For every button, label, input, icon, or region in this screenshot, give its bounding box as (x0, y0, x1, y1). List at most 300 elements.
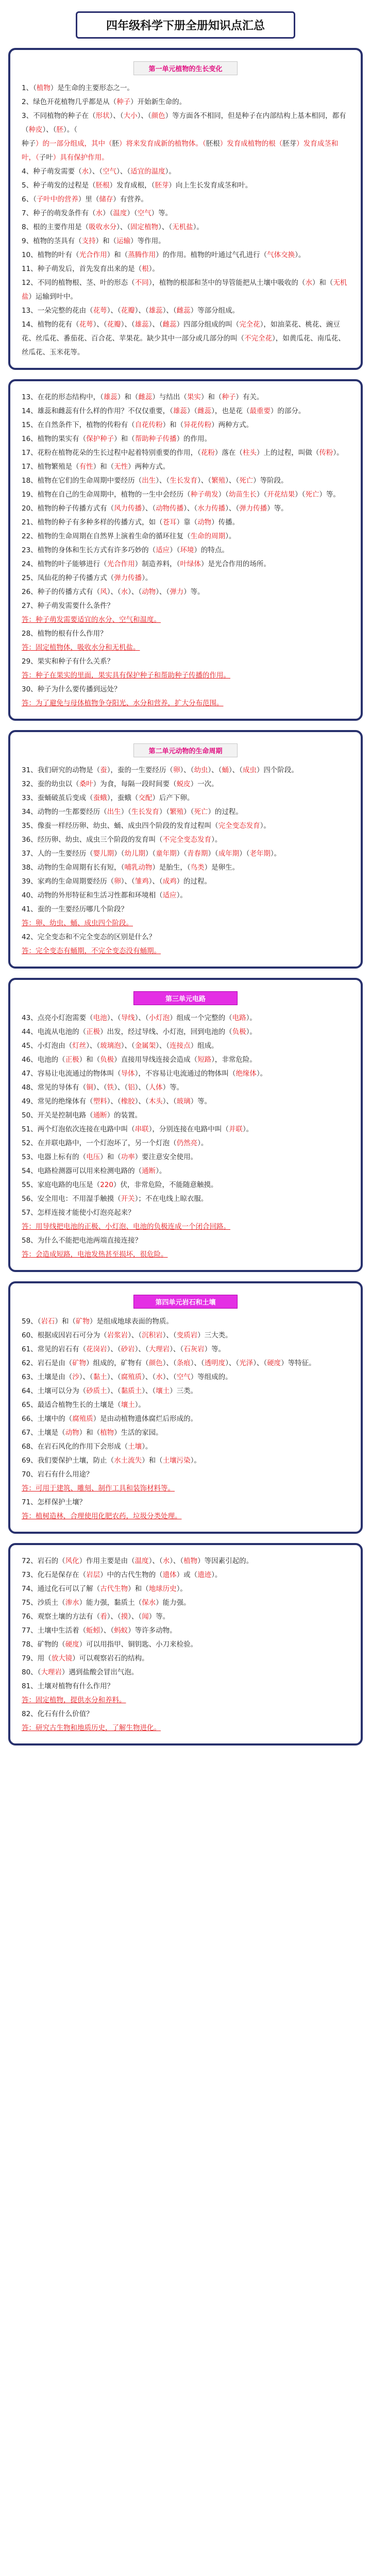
item-text: ）直接用导线连接会造成（ (114, 1056, 198, 1064)
item-text: 土壤中生活着（ (37, 1626, 87, 1635)
item-text: ）（ (176, 850, 187, 858)
item-text: 矿物的（ (37, 1640, 65, 1649)
answer-text: 蛹 (222, 766, 229, 774)
item-number: 76、 (22, 1613, 38, 1621)
item-number: 4、 (22, 167, 33, 176)
answer-text: 摸 (121, 1613, 128, 1621)
item-text: 在并联电路中，一个灯泡坏了，另一个灯泡（ (37, 1139, 177, 1147)
item-text: ）中的古代生物的（ (100, 1571, 163, 1579)
answer-text: 成年期 (218, 850, 240, 858)
answer-text: 无机盐 (22, 279, 347, 301)
item-number: 61、 (22, 1345, 38, 1353)
answer-text: 石灰岩 (183, 1345, 205, 1353)
item-number: 55、 (22, 1181, 38, 1189)
knowledge-card (8, 978, 363, 1272)
item-number: 14、 (22, 407, 38, 415)
item-text: ）、（ (93, 1083, 107, 1092)
item-text: ）、（ (134, 1083, 149, 1092)
knowledge-item (22, 585, 349, 599)
answer-text: 功率 (121, 1153, 135, 1161)
answer-text: 种子 (222, 393, 236, 401)
answer-text: 雌蕊 (176, 307, 191, 315)
item-text: ）组成一个完整的（ (170, 1014, 232, 1022)
knowledge-card (8, 730, 363, 969)
answer-text: 叶绿体 (180, 560, 201, 568)
item-text: ）三大类。 (197, 1331, 232, 1340)
answer-text: 死亡 (239, 477, 254, 485)
item-text: 种子的传播方式有（ (37, 588, 100, 596)
answer-line: 答：会造成短路，电池发热甚至损坏，很危险。 (22, 1250, 168, 1259)
item-text: ）等方面各不相同，但是种子在内部结构上基本相同，都有（ (22, 112, 346, 134)
item-text: 岩石是由（ (37, 1359, 73, 1367)
answer-text: 蚕蛾 (93, 794, 107, 802)
answer-text: 完全花 (239, 320, 260, 329)
item-text: ）（ (145, 850, 156, 858)
item-number: 25、 (22, 574, 38, 582)
item-text: ）落在（ (214, 449, 243, 457)
answer-text: 吸收水分 (89, 223, 117, 231)
item-text: ）运输到叶中。 (28, 293, 77, 301)
item-text: ）（ (121, 808, 131, 816)
item-text: ）和（ (128, 1585, 149, 1593)
item-text: ）、（ (162, 1359, 177, 1367)
answer-text: 连接点 (170, 1042, 191, 1050)
item-text: ），不容易让电流通过的物体叫（ (134, 1070, 236, 1078)
answer-text: 放大镜 (51, 1654, 73, 1663)
item-text: ）组成。 (190, 1042, 218, 1050)
knowledge-item (22, 777, 349, 791)
item-text: 电路检测器可以用来检测电路的（ (37, 1167, 142, 1175)
answer-text: 蚕 (100, 766, 107, 774)
item-text: ）、（ (128, 1613, 142, 1621)
item-text: ）、（ (114, 1083, 128, 1092)
item-text: 电流从电池的（ (37, 1028, 87, 1036)
item-text: （ (33, 195, 37, 204)
item-text: ）、（ (142, 1387, 156, 1395)
item-number: 14、 (22, 320, 38, 329)
answer-text: 颜色 (148, 1359, 163, 1367)
item-text: ）、（ (158, 223, 173, 231)
knowledge-card (8, 379, 363, 721)
answer-text: 开关 (121, 1195, 135, 1203)
answer-text: 水 (162, 1557, 170, 1565)
knowledge-item (22, 1454, 349, 1468)
answer-text: 适应 (162, 891, 177, 900)
answer-text: 水土流失 (114, 1456, 142, 1465)
knowledge-item (22, 544, 349, 557)
knowledge-item (22, 847, 349, 861)
answer-text: 雄蕊 (134, 320, 149, 329)
answer-text: 通断 (93, 1111, 107, 1120)
item-number: 17、 (22, 463, 38, 471)
item-text: ）、（ (190, 1359, 205, 1367)
answer-text: 胚根 (95, 181, 110, 190)
item-number: 9、 (22, 237, 33, 245)
knowledge-item (22, 1192, 349, 1206)
item-text: ）等因素引起的。 (197, 1557, 254, 1565)
answer-text: 闻 (142, 1613, 149, 1621)
knowledge-item (22, 404, 349, 418)
answer-text: 空气 (176, 1373, 191, 1381)
item-text: ）。 (134, 1401, 145, 1409)
item-text: ）伏，非常危险，不能随意触摸。 (113, 1181, 218, 1189)
item-number: 32、 (22, 780, 38, 788)
item-text: 植物的生命周期在自然界上演着生命的循环往复（ (37, 532, 191, 540)
knowledge-item (22, 805, 349, 819)
answer-text: 死亡 (194, 808, 208, 816)
answer-text: 生命的周期 (190, 532, 226, 540)
answer-text: 哺乳动物 (124, 863, 153, 872)
item-text: ）、（ (162, 1331, 177, 1340)
answer-text: 风化 (65, 1557, 79, 1565)
item-text: ）是组成地球表面的物质。 (89, 1317, 173, 1326)
answer-text: 有性 (79, 463, 93, 471)
item-text: ）。 (246, 1028, 257, 1036)
item-text: 种子的萌发条件有（ (33, 209, 96, 217)
answer-text: 异花传粉 (183, 421, 212, 429)
item-text: ）、（ (86, 1042, 100, 1050)
answer-text: 电路 (232, 1014, 246, 1022)
answer-text: 最重要 (249, 407, 271, 415)
item-text: ）可以用指甲、铜钥匙、小刀来检验。 (79, 1640, 198, 1649)
answer-text: 植物 (36, 84, 50, 92)
item-text: 土壤可以分为（ (37, 1387, 87, 1395)
item-text: ）的特点。 (194, 546, 229, 554)
item-text: ）为食，每隔一段时间要（ (93, 780, 177, 788)
answer-text: 传粉 (319, 449, 333, 457)
item-text: ）。 (260, 822, 271, 830)
answer-text: 胚芽 (155, 181, 169, 190)
answer-text: 雌蕊 (138, 393, 153, 401)
item-text: ）、（ (107, 1613, 121, 1621)
item-text: ）向上生长发育成茎和叶。 (168, 181, 252, 190)
item-text: 种子萌发后，首先发育出来的是（ (37, 265, 142, 273)
knowledge-item (22, 1357, 349, 1370)
answer-text: 不同 (134, 279, 149, 287)
item-text: 电池的（ (37, 1056, 65, 1064)
knowledge-item (22, 1440, 349, 1454)
item-text: 植物的叶子能够进行（ (37, 560, 107, 568)
item-number: 66、 (22, 1415, 38, 1423)
knowledge-item (22, 318, 349, 360)
item-text: 容易让电流通过的物体叫（ (37, 1070, 121, 1078)
item-text: ）能力强，黏质土（ (79, 1599, 142, 1607)
answer-text: 金属架 (134, 1042, 156, 1050)
item-text: ），如油菜花、桃花、豌豆花、丝瓜花、番茄花、百合花、苹果花。缺少其中一部分或几部分的叫（ (22, 320, 340, 343)
question: 28、植物的根有什么作用？ (22, 630, 107, 638)
item-text: ）、（ (156, 1042, 170, 1050)
item-text: ）传播。 (211, 518, 240, 527)
item-text: ）的过程。 (208, 808, 243, 816)
answer-text: 植物 (183, 1557, 198, 1565)
answer-text: 空气 (137, 209, 151, 217)
item-text: ）、（ (183, 504, 198, 513)
item-text: ），也是花（ (211, 407, 250, 415)
answer-text: 风 (100, 588, 107, 596)
knowledge-item (22, 234, 349, 248)
item-text: ）、（ (225, 1359, 240, 1367)
item-text: 不同的植物根、茎、叶的形态（ (37, 279, 135, 287)
knowledge-item (22, 833, 349, 847)
item-text: 蚕蛹破茧后变成（ (37, 794, 93, 802)
answer-text: 水 (305, 279, 312, 287)
item-text: 经历卵、幼虫、成虫三个阶段的发育叫（ (37, 836, 163, 844)
knowledge-item (22, 460, 349, 474)
item-number: 77、 (22, 1626, 38, 1635)
item-text: ）等。 (204, 1345, 226, 1353)
answer-text: 通断 (142, 1167, 156, 1175)
item-text: ）能力强。 (156, 1599, 191, 1607)
item-number: 80、 (22, 1668, 38, 1676)
answer-text: 雌蕊 (197, 407, 212, 415)
item-text: ）、（ (93, 320, 107, 329)
item-text: 根据成因岩石可分为（ (37, 1331, 107, 1340)
item-number: 79、 (22, 1654, 38, 1663)
answer-text: 颜色 (151, 112, 165, 120)
item-text: 根的主要作用是（ (33, 223, 89, 231)
section-banner: 第四单元岩石和土壤 (133, 1295, 238, 1309)
item-text: ）制造养料，（ (134, 560, 180, 568)
item-text: ）、（ (128, 588, 142, 596)
question: 42、完全变态和不完全变态的区别是什么？ (22, 933, 156, 941)
knowledge-item (22, 1039, 349, 1053)
item-text: （ (37, 1668, 41, 1676)
answer-line: 答：研究古生物和地质历史，了解生物进化。 (22, 1724, 161, 1732)
item-text: ）、（ (79, 1373, 93, 1381)
item-number: 7、 (22, 209, 33, 217)
answer-text: 动物 (65, 1429, 79, 1437)
answer-text: 变质岩 (176, 1331, 198, 1340)
item-text: 植物的果实有（ (37, 435, 87, 443)
knowledge-item (22, 81, 349, 95)
item-number: 22、 (22, 532, 38, 540)
answer-text: 完全变态发育 (218, 822, 260, 830)
item-text: ）、（ (180, 766, 194, 774)
answer-text: 雏鸡 (134, 877, 149, 886)
knowledge-item (22, 571, 349, 585)
answer-text: 弹力传播 (239, 504, 267, 513)
item-number: 13、 (22, 307, 38, 315)
item-text: 安全用电：不用湿手触摸（ (37, 1195, 121, 1203)
section-banner: 第一单元植物的生长变化 (133, 61, 238, 75)
item-text: 植物的身体和生长方式有许多巧妙的（ (37, 546, 156, 554)
question: 70、岩石有什么用途？ (22, 1470, 93, 1479)
answer-line: 答：完全变态有蛹期，不完全变态没有蛹期。 (22, 947, 161, 955)
item-number: 17、 (22, 449, 38, 457)
item-number: 24、 (22, 560, 38, 568)
answer-text: 温度 (113, 209, 127, 217)
item-text: ）。 (256, 1070, 267, 1078)
answer-text: 土壤 (128, 1443, 142, 1451)
knowledge-item (22, 861, 349, 875)
answer-text: 导体 (121, 1070, 135, 1078)
knowledge-item (22, 1638, 349, 1652)
item-text: ）（ (208, 850, 218, 858)
item-text: 花粉在植物花朵的生长过程中起着特别重要的作用，（ (37, 449, 201, 457)
knowledge-item (22, 488, 349, 502)
item-text: ）和（ (93, 463, 114, 471)
knowledge-item (22, 1666, 349, 1680)
item-number: 53、 (22, 1153, 38, 1161)
item-number: 47、 (22, 1070, 38, 1078)
item-text: 化石是保存在（ (37, 1571, 87, 1579)
answer-text: 幼苗生长 (228, 490, 257, 499)
item-text: ）开始新生命的。 (130, 98, 187, 106)
item-number: 75、 (22, 1599, 38, 1607)
item-text: ）、（ (225, 477, 240, 485)
page-title: 四年级科学下册全册知识点汇总 (76, 11, 295, 39)
item-text: ）等。 (148, 1613, 170, 1621)
item-text: 植物的种子有多种多样的传播方式，如（ (37, 518, 163, 527)
item-text: 植物的叶有（ (37, 251, 79, 259)
item-text: ）、（ (109, 112, 124, 120)
answer-text: 大理岩 (41, 1668, 62, 1676)
item-number: 19、 (22, 490, 38, 499)
section-banner: 第三单元电路 (133, 991, 238, 1005)
item-number: 46、 (22, 1056, 38, 1064)
item-text: ），植物的根部和茎中的导管能把从土壤中吸收的（ (148, 279, 306, 287)
answer-text: 生长发育 (131, 808, 159, 816)
knowledge-item (22, 1398, 349, 1412)
item-text: ）、（ (208, 766, 222, 774)
knowledge-item (22, 875, 349, 889)
item-number: 78、 (22, 1640, 38, 1649)
item-text: ），蚕的一生要经历（ (107, 766, 173, 774)
item-number: 63、 (22, 1373, 38, 1381)
answer-text: 不完全变态发育 (162, 836, 212, 844)
answer-text: ）发育成茎和叶，（ (22, 140, 339, 162)
item-text: ），如黄瓜花、南瓜花、丝瓜花、玉米花等。 (22, 334, 345, 357)
item-text: ）。 (142, 574, 153, 582)
answer-text: 负极 (232, 1028, 246, 1036)
answer-text: 植物 (100, 1429, 114, 1437)
answer-text: 童年期 (156, 850, 177, 858)
item-number: 54、 (22, 1167, 38, 1175)
item-text: ）上的过程，叫做（ (256, 449, 319, 457)
answer-text: 条痕 (176, 1359, 191, 1367)
item-number: 52、 (22, 1139, 38, 1147)
answer-text: 岩层 (86, 1571, 100, 1579)
answer-text: 鸟类 (190, 863, 205, 872)
answer-text: 光泽 (239, 1359, 254, 1367)
item-text: 岩石的（ (37, 1557, 65, 1565)
knowledge-item (22, 1624, 349, 1638)
item-text: ）、（ (128, 1331, 142, 1340)
item-text: ）组成的，矿物有（ (86, 1359, 149, 1367)
item-text: ）和（ (107, 251, 128, 259)
item-text: ）（ (127, 209, 138, 217)
item-text: ）。 (148, 265, 159, 273)
item-number: 12、 (22, 279, 38, 287)
knowledge-item (22, 1343, 349, 1357)
item-text: ）等。 (183, 588, 205, 596)
item-text: 植物的种子传播方式有（ (37, 504, 114, 513)
item-text: ）是胎生，（ (152, 863, 191, 872)
item-text: ）、（ (148, 320, 163, 329)
answer-text: 绝缘体 (235, 1070, 257, 1078)
answer-text: 保水 (142, 1599, 156, 1607)
item-number: 23、 (22, 546, 38, 554)
knowledge-item (22, 1178, 349, 1192)
answer-text: 矿物 (72, 1359, 87, 1367)
item-text: ）、（ (107, 1014, 121, 1022)
answer-text: 雄蕊 (148, 307, 163, 315)
item-text: ）等。 (190, 1097, 212, 1106)
item-number: 35、 (22, 822, 38, 830)
answer-text: 渗水 (65, 1599, 79, 1607)
item-text: ）和（ (95, 237, 117, 245)
item-text: 种子 (22, 140, 36, 148)
item-text: ）与结出（ (152, 393, 187, 401)
item-number: 44、 (22, 1028, 38, 1036)
item-number: 67、 (22, 1429, 38, 1437)
item-text: 胚芽 (282, 140, 297, 148)
item-number: 64、 (22, 1387, 38, 1395)
answer-text: 花粉 (200, 449, 215, 457)
item-number: 31、 (22, 766, 38, 774)
answer-text: 温度 (134, 1557, 149, 1565)
knowledge-item (22, 1568, 349, 1582)
item-text: 人的一生要经历（ (37, 850, 93, 858)
knowledge-item (22, 248, 349, 262)
knowledge-item (22, 109, 349, 137)
item-text: ）等。 (151, 209, 173, 217)
answer-text: 风力传播 (114, 504, 142, 513)
question: 81、土壤对植物有什么作用？ (22, 1682, 114, 1690)
answer-text: 环境 (180, 546, 194, 554)
item-text: ）（ (159, 808, 170, 816)
item-text: 用（ (37, 1654, 52, 1663)
knowledge-item (22, 446, 349, 460)
answer-text: 大小 (123, 112, 138, 120)
item-text: ）等作用。 (130, 237, 165, 245)
answer-line: 答：种子萌发需要适宜的水分、空气和温度。 (22, 616, 161, 624)
answer-text: 出生 (107, 808, 121, 816)
answer-line: 答：用导线把电池的正极、小灯泡、电池的负极连成一个闭合回路。 (22, 1223, 230, 1231)
knowledge-item (22, 1095, 349, 1109)
knowledge-item (22, 1137, 349, 1150)
item-text: ）四个阶段。 (256, 766, 298, 774)
answer-text: 黏土 (93, 1373, 107, 1381)
item-text: ）的过程。 (176, 877, 212, 886)
item-number: 48、 (22, 1083, 38, 1092)
answer-text: 弹力 (170, 588, 184, 596)
answer-text: 小灯泡 (148, 1014, 170, 1022)
question: 41、蚕的一生要经历哪几个阶段？ (22, 905, 128, 913)
knowledge-item (22, 889, 349, 903)
answer-text: 婴儿期 (93, 850, 114, 858)
answer-text: 砂质土 (86, 1387, 107, 1395)
question: 27、种子萌发需要什么条件？ (22, 602, 114, 610)
item-text: ）或（ (176, 1571, 198, 1579)
item-text: ）。 (270, 850, 281, 858)
knowledge-item (22, 1582, 349, 1596)
item-text: 种子萌发需要（ (33, 167, 82, 176)
item-number: 36、 (22, 836, 38, 844)
answer-text: 正极 (86, 1028, 100, 1036)
knowledge-item (22, 304, 349, 318)
answer-text: 自花传粉 (134, 421, 163, 429)
item-text: ）、（ (134, 1097, 149, 1106)
answer-line: 答：可用于建筑、雕刻、制作工具和装饰材料等。 (22, 1484, 175, 1493)
answer-text: 水 (95, 209, 103, 217)
answer-line: 答：为了避免与母体植物争夺阳光、水分和营养，扩大分布范围。 (22, 699, 224, 707)
answer-text: 生长发育 (170, 477, 198, 485)
answer-text: 幼儿期 (124, 850, 145, 858)
item-text: ）、（ (137, 112, 151, 120)
answer-text: 古代生物 (100, 1585, 128, 1593)
answer-text: 铝 (128, 1083, 135, 1092)
